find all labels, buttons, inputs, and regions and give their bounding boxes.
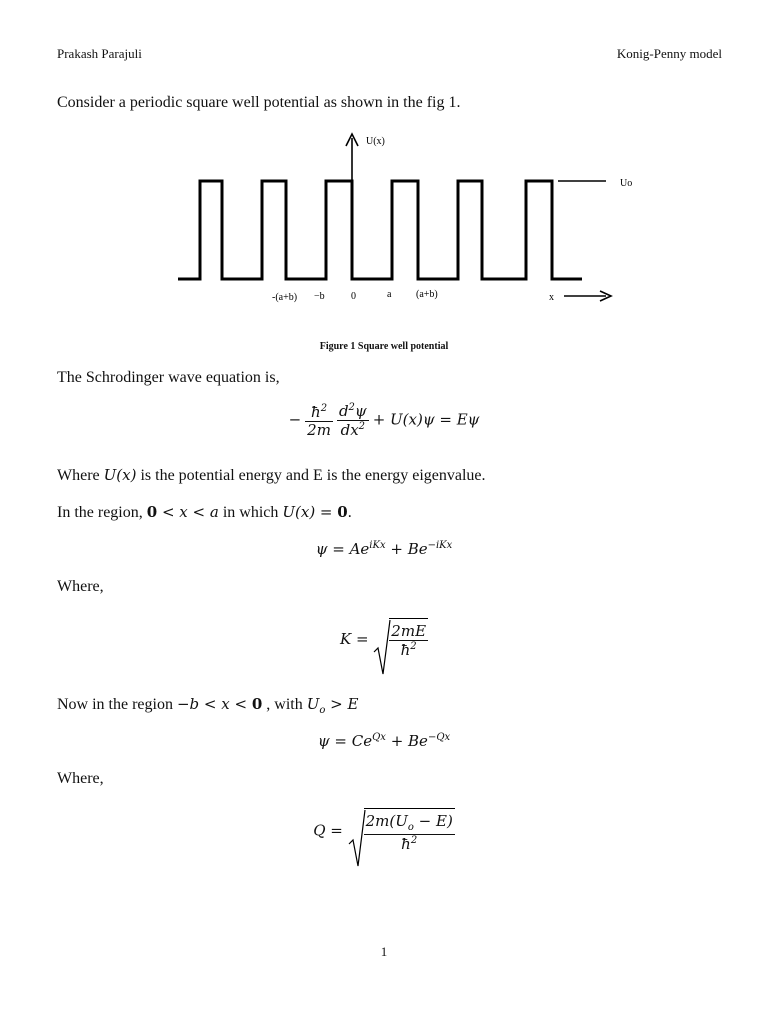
uo-label: Uo: [620, 178, 633, 189]
square-well-figure: [0, 120, 768, 320]
psi-region1-equation: $\psi = Ae^{iKx} + Be^{-iKx}$: [315, 540, 453, 558]
where-label-2: Where,: [57, 770, 104, 787]
where-label-1: Where,: [57, 578, 104, 595]
q-sqrt: $\frac{2m(U_o - E)}{ħ^2}$: [348, 808, 455, 853]
header-author: Prakash Parajuli: [57, 46, 142, 61]
tick-zero: 0: [351, 291, 356, 302]
schrodinger-intro: The Schrodinger wave equation is,: [57, 369, 280, 386]
tick-neg-a-plus-b: -(a+b): [272, 292, 298, 303]
page-number: 1: [380, 944, 388, 959]
k-sqrt: $\frac{2mE}{ħ^2}$: [373, 618, 428, 660]
potential-definition: Where U(x) is the potential energy and E is the energy eigenvalue.: [57, 466, 486, 484]
tick-a: a: [387, 289, 392, 300]
k-equation: K = $\frac{2mE}{ħ^2}$: [0, 618, 768, 660]
q-equation: Q = $\frac{2m(U_o - E)}{ħ^2}$: [0, 808, 768, 853]
region1-statement: In the region, 0 < x < a in which U(x) = 0.: [57, 503, 352, 521]
psi-region2-equation: $\psi = Ce^{Qx} + Be^{-Qx}$: [317, 732, 451, 750]
figure-caption: Figure 1 Square well potential: [319, 341, 449, 352]
x-axis-label: x: [549, 292, 554, 303]
tick-neg-b: −b: [314, 291, 325, 302]
intro-paragraph: Consider a periodic square well potential as shown in the fig 1.: [57, 94, 461, 111]
region2-statement: Now in the region −b < x < 0 , with $U_o > E$: [57, 695, 359, 716]
y-axis-label: U(x): [366, 136, 385, 147]
schrodinger-equation: − $\frac{ħ^2}{2m}$ $\frac{d^2\psi}{dx^2}$ + U(x)ψ = Eψ: [288, 402, 480, 440]
header-topic: Konig-Penny model: [616, 46, 722, 61]
potential-waveform: [178, 181, 582, 279]
tick-a-plus-b: (a+b): [416, 289, 438, 300]
